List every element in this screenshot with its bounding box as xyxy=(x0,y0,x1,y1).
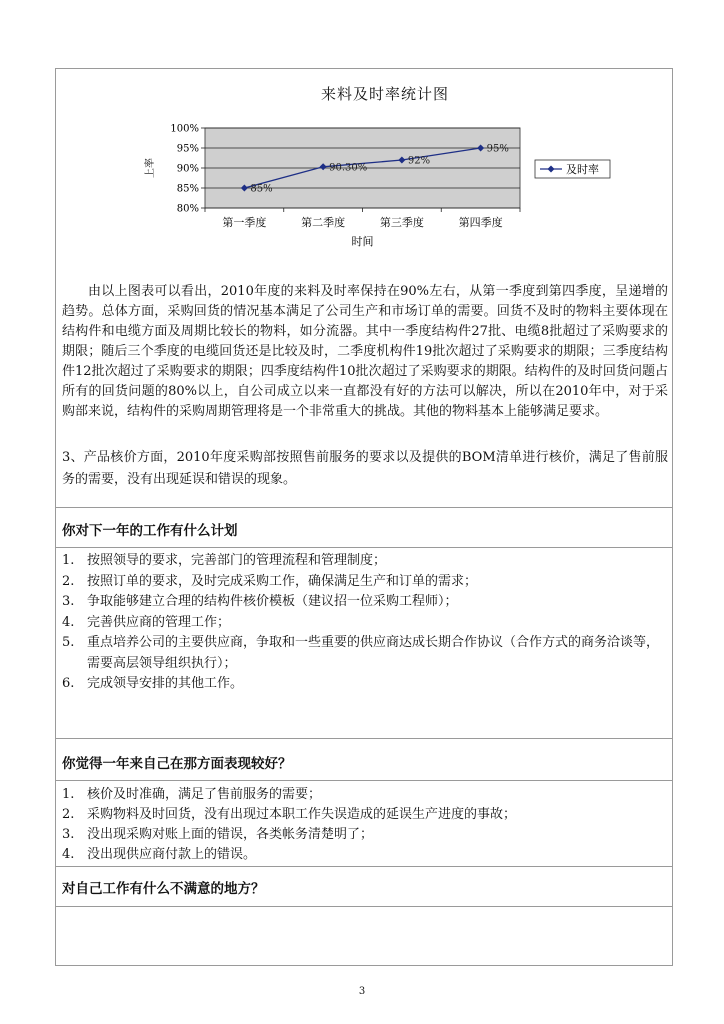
x-axis-label: 时间 xyxy=(351,235,374,248)
list-item-number: 5. xyxy=(62,635,75,650)
data-label: 90.30% xyxy=(329,162,368,174)
list-item xyxy=(62,845,668,865)
list-item xyxy=(62,785,668,805)
y-tick-label: 85% xyxy=(176,183,199,195)
divider-line xyxy=(55,780,673,781)
list-item-number: 3. xyxy=(62,594,75,609)
dissatisfaction-heading: 对自己工作有什么不满意的地方？ xyxy=(62,881,265,897)
list-item xyxy=(62,551,668,572)
list-item xyxy=(62,633,668,674)
divider-line xyxy=(55,906,673,907)
x-tick-label: 第二季度 xyxy=(301,216,346,229)
y-tick-label: 100% xyxy=(170,123,199,135)
page-number: 3 xyxy=(358,986,366,997)
list-item-text: 完善供应商的管理工作； xyxy=(87,614,231,630)
pricing-paragraph xyxy=(62,447,668,491)
list-item-number: 4. xyxy=(62,614,75,630)
data-label: 85% xyxy=(250,183,273,195)
list-item-text: 采购物料及时回货，没有出现过本职工作失误造成的延误生产进度的事故； xyxy=(87,807,517,822)
plan-list xyxy=(62,551,668,695)
y-tick-label: 90% xyxy=(176,163,199,175)
x-tick-label: 第四季度 xyxy=(458,216,503,229)
x-tick-label: 第一季度 xyxy=(222,216,267,229)
divider-line xyxy=(55,507,673,508)
list-item-number: 2. xyxy=(62,573,75,589)
list-item xyxy=(62,805,668,825)
line-chart xyxy=(140,118,630,258)
list-item-number: 2. xyxy=(62,807,75,822)
analysis-text: 由以上图表可以看出，2010年度的来料及时率保持在90%左右，从第一季度到第四季度，呈递增的趋势。总体方面，采购回货的情况基本满足了公司生产和市场订单的需要。回货不及时的物料主要体现在结构件和电缆方面及周期比较长的物料，如分流器。其中一季度结构件27批、电缆8批超过了采购要求的期限；随后三个季度的电缆回货还是比较及时，二季度机构件19批次超过了采购要求的期限；三季度结构件12批次超过了采购要求的期限；四季度结构件10批次超过了采购要求的期限。结构件的及时回货问题占所有的回货问题的80%以上，自公司成立以来一直都没有好的方法可以解决，所以在2010年中，对于采购部来说，结构件的采购周期管理将是一个非常重大的挑战。其他的物料基本上能够满足要求。 xyxy=(62,284,668,419)
list-item-number: 1. xyxy=(62,787,75,802)
plan-heading: 你对下一年的工作有什么计划 xyxy=(62,523,238,539)
pricing-text: 3、产品核价方面，2010年度采购部按照售前服务的要求以及提供的BOM清单进行核价，满足了售前服务的需要，没有出现延误和错误的现象。 xyxy=(62,450,668,487)
strengths-heading: 你觉得一年来自己在那方面表现较好？ xyxy=(62,756,292,772)
y-tick-label: 95% xyxy=(176,143,199,155)
x-tick-label: 第三季度 xyxy=(379,216,424,229)
divider-line xyxy=(55,547,673,548)
list-item xyxy=(62,613,668,634)
list-item-text: 按照订单的要求，及时完成采购工作，确保满足生产和订单的需求； xyxy=(87,573,478,589)
list-item-text: 重点培养公司的主要供应商，争取和一些重要的供应商达成长期合作协议（合作方式的商务洽谈等，需要高层领导组织执行）； xyxy=(87,635,660,671)
list-item-number: 3. xyxy=(62,827,75,842)
analysis-paragraph xyxy=(62,282,668,422)
y-axis-label: 上率 xyxy=(145,158,156,178)
list-item-text: 没出现采购对账上面的错误，各类帐务清楚明了； xyxy=(87,827,374,842)
list-item xyxy=(62,825,668,845)
list-item xyxy=(62,592,668,613)
list-item xyxy=(62,572,668,593)
divider-line xyxy=(55,738,673,739)
list-item-text: 按照领导的要求，完善部门的管理流程和管理制度； xyxy=(87,553,387,568)
y-tick-label: 80% xyxy=(176,203,199,215)
legend-label: 及时率 xyxy=(566,163,599,176)
chart-title: 来料及时率统计图 xyxy=(320,85,449,103)
list-item-number: 6. xyxy=(62,676,75,691)
list-item-text: 没出现供应商付款上的错误。 xyxy=(87,847,257,862)
list-item-text: 核价及时准确，满足了售前服务的需要； xyxy=(87,787,322,802)
data-label: 92% xyxy=(407,155,431,167)
list-item-number: 4. xyxy=(62,847,75,862)
list-item-text: 完成领导安排的其他工作。 xyxy=(87,676,244,691)
list-item xyxy=(62,674,668,695)
list-item-text: 争取能够建立合理的结构件核价模板（建议招一位采购工程师）； xyxy=(87,594,458,609)
list-item-number: 1. xyxy=(62,553,75,568)
divider-line xyxy=(55,866,673,867)
strengths-list xyxy=(62,785,668,865)
data-label: 95% xyxy=(486,143,509,155)
